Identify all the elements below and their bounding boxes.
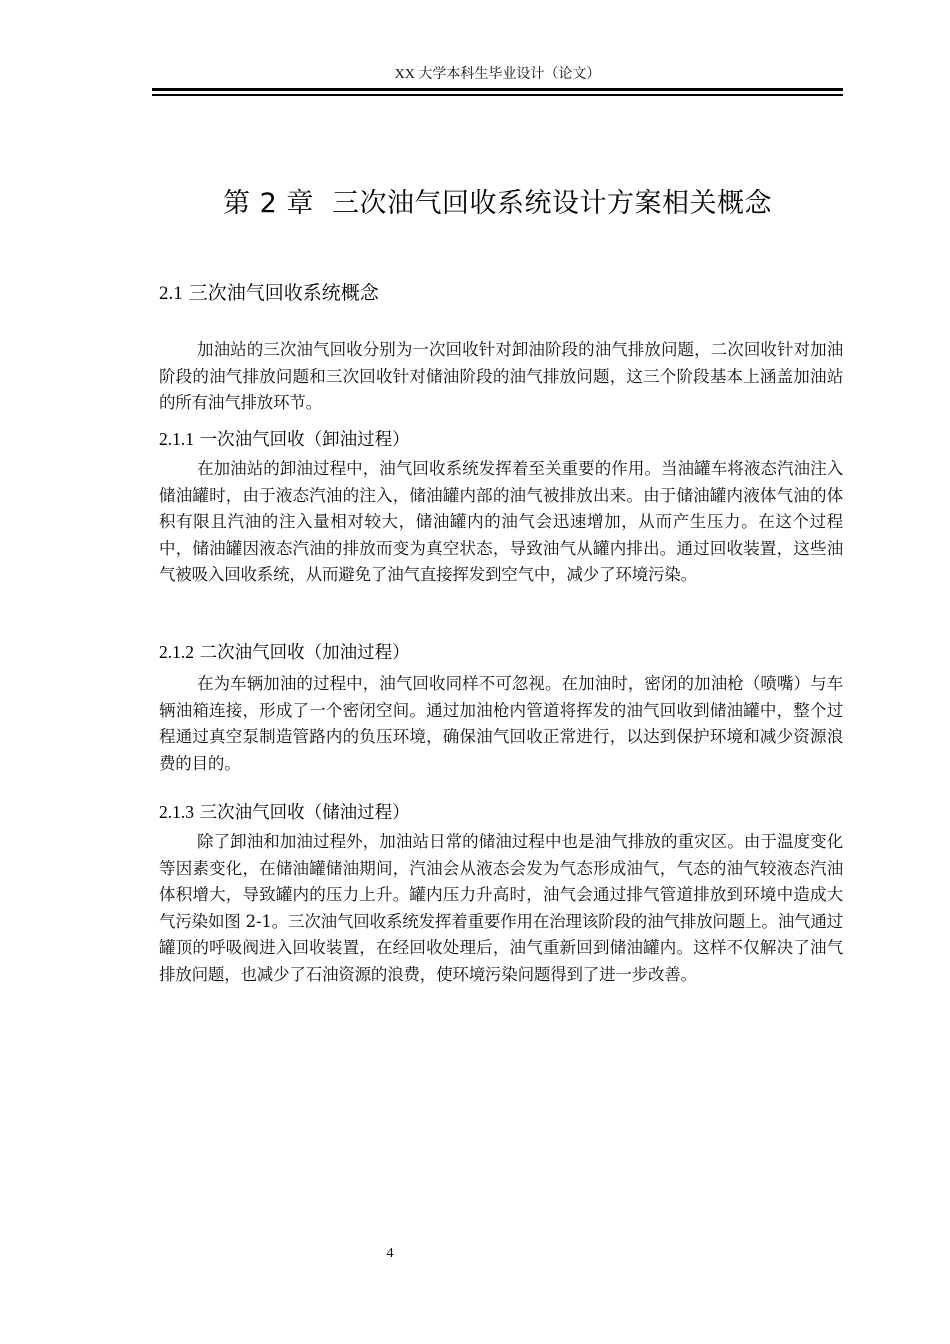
subsection-title: 二次油气回收（加油过程） [199, 643, 410, 663]
paragraph-2-1-3: 除了卸油和加油过程外，加油站日常的储油过程中也是油气排放的重灾区。由于温度变化等因素变化，在储油罐储油期间，汽油会从液态会发为气态形成油气，气态的油气较液态汽油体积增大，导致罐内的压力上升。罐内压力升高时，油气会通过排气管道排放到环境中造成大气污染如图 2-1。三次油气回收系统发挥着重要作用在治理该阶段的油气排放问题上。油气通过罐顶的呼吸阀进入回收装置，在经回收处理后，油气重新回到储油罐内。这样不仅解决了油气排放问题，也减少了石油资源的浪费，使环境污染问题得到了进一步改善。 [159, 832, 843, 984]
subsection-title: 一次油气回收（卸油过程） [199, 430, 410, 450]
header-rule-thick [152, 88, 843, 91]
section-number: 2.1 [159, 283, 183, 304]
section-title: 三次油气回收系统概念 [188, 282, 379, 304]
chapter-title-text: 三次油气回收系统设计方案相关概念 [332, 188, 772, 219]
subsection-number: 2.1.1 [159, 429, 194, 449]
subsection-heading-2-1-3 [159, 800, 410, 825]
subsection-heading-2-1-1 [159, 427, 410, 452]
subsection-heading-2-1-2 [159, 640, 410, 665]
chapter-number: 第 2 章 [222, 188, 314, 219]
page-header-title: XX 大学本科生毕业设计（论文） [394, 67, 601, 82]
subsection-title: 三次油气回收（储油过程） [199, 803, 410, 823]
subsection-number: 2.1.3 [159, 802, 194, 822]
page-number: 4 [386, 1246, 394, 1261]
paragraph-2-1-1: 在加油站的卸油过程中，油气回收系统发挥着至关重要的作用。当油罐车将液态汽油注入储油罐时，由于液态汽油的注入，储油罐内部的油气被排放出来。由于储油罐内液体气油的体积有限且汽油的注入量相对较大，储油罐内的油气会迅速增加，从而产生压力。在这个过程中，储油罐因液态汽油的排放而变为真空状态，导致油气从罐内排出。通过回收装置，这些油气被吸入回收系统，从而避免了油气直接挥发到空气中，减少了环境污染。 [159, 459, 843, 584]
subsection-number: 2.1.2 [159, 642, 194, 662]
paragraph-2-1: 加油站的三次油气回收分别为一次回收针对卸油阶段的油气排放问题，二次回收针对加油阶段的油气排放问题和三次回收针对储油阶段的油气排放问题，这三个阶段基本上涵盖加油站的所有油气排放环节。 [159, 340, 843, 412]
chapter-title [152, 186, 843, 222]
section-heading-2-1 [159, 280, 379, 307]
header-rule-thin [152, 94, 843, 96]
paragraph-2-1-2: 在为车辆加油的过程中，油气回收同样不可忽视。在加油时，密闭的加油枪（喷嘴）与车辆油箱连接，形成了一个密闭空间。通过加油枪内管道将挥发的油气回收到储油罐中，整个过程通过真空泵制造管路内的负压环境，确保油气回收正常进行，以达到保护环境和减少资源浪费的目的。 [159, 674, 843, 773]
